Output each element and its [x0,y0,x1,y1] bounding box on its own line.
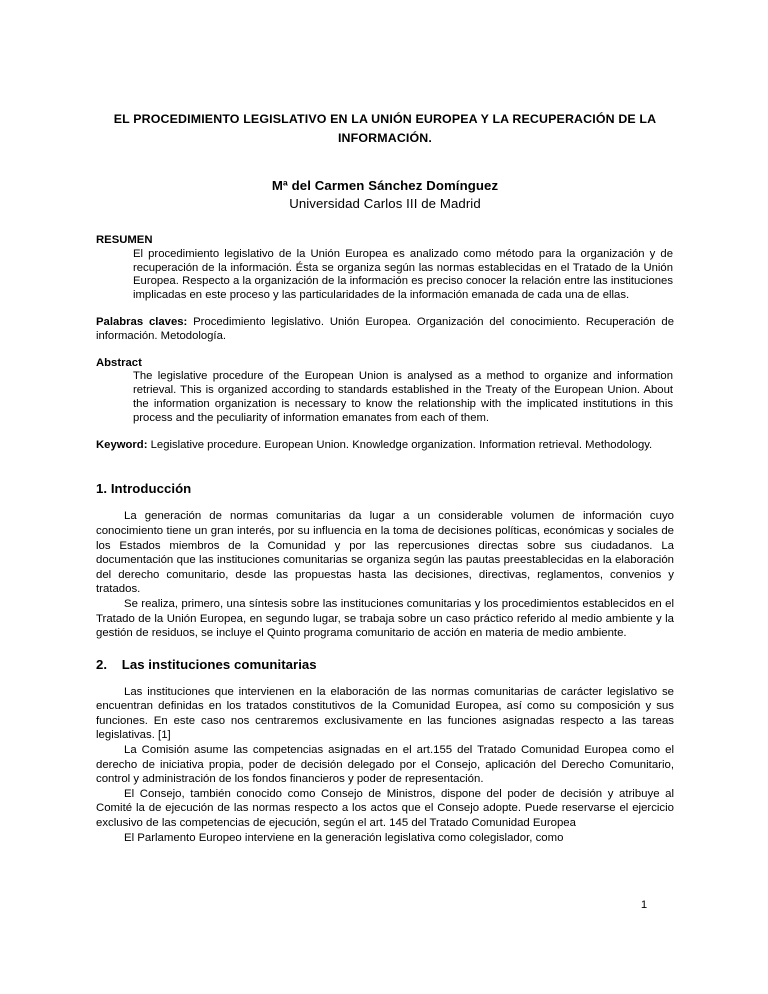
paragraph: Se realiza, primero, una síntesis sobre las instituciones comunitarias y los procedimientos establecidos en el Tratado de la Unión Europea, en segundo lugar, se trabaja sobre un caso práctico referido al medio ambiente y la gestión de residuos, se incluye el Quinto programa comunitario de acción en materia de medio ambiente. [96,597,674,640]
page-title-line-2: RECUPERACIÓN DE LA INFORMACIÓN. [337,112,657,145]
section-title-2: Las instituciones comunitarias [121,656,317,672]
section-title-1: Introducción [110,481,192,497]
keywords-es-text: Procedimiento legislativo. Unión Europea. Organización del conocimiento. Recuperación de información. Metodología. [96,315,674,342]
keywords-en [96,439,674,453]
section-heading-1 [96,481,674,497]
author-name: Mª del Carmen Sánchez Domínguez [271,178,499,193]
abstract-text: The legislative procedure of the European Union is analysed as a method to organize and information retrieval. This is organized according to standards established in the Treaty of the European Union. About the information organization is necessary to know the relationship with the implicated institutions in this process and the peculiarity of information emanates from each of them. [133,370,673,424]
spacer-before-abstract-en [96,344,674,357]
page-title [96,110,674,148]
section-number-2: 2. [96,656,108,672]
spacer-before-section-1 [96,452,674,481]
keywords-en-label: Keyword: [96,438,148,451]
paragraph: El Consejo, también conocido como Consejo de Ministros, dispone del poder de decisión y atribuye al Comité la de ejecución de las normas respecto a los actos que el Consejo adopte. Puede reservarse el ejercicio exclusivo de las competencias de ejecución, según el art. 145 del Tratado Comunidad Europea [96,787,674,830]
spacer-before-keywords-es [96,303,674,316]
spacer-before-section-2 [96,641,674,657]
keywords-es [96,316,674,344]
keywords-en-text: Legislative procedure. European Union. Knowledge organization. Information retrieval. Methodology. [147,438,653,451]
spacer-after-section-2-heading [96,673,674,685]
spacer-before-keywords-en [96,426,674,439]
paragraph: La Comisión asume las competencias asignadas en el art.155 del Tratado Comunidad Europea como el derecho de iniciativa propia, poder de decisión delegado por el Consejo, aplicación del Derecho Comunitario, control y administración de los fondos financieros y poder de representación. [96,744,674,786]
abstract-label: Abstract [96,356,142,369]
author-block [96,177,674,213]
page-number: 1 [640,899,648,911]
section-heading-2 [96,657,674,673]
resumen-text: El procedimiento legislativo de la Unión Europea es analizado como método para la organización y de recuperación de la información. Ésta se organiza según las normas establecidas en el Tratado de la Unión Europea. Respecto a la organización de la información es preciso conocer la relación entre las instituciones implicadas en este proceso y las particularidades de la información emanada de cada una de ellas. [133,247,673,302]
resumen-label: RESUMEN [96,234,153,246]
keywords-es-label: Palabras claves: [96,315,188,328]
paragraph: La generación de normas comunitarias da lugar a un considerable volumen de información cuyo conocimiento tiene un gran interés, por su influencia en la toma de decisiones políticas, económicas y sociales de los Estados miembros de la Comunidad y por las repercusiones directas sobre sus ciudadanos. La documentación que las instituciones comunitarias se organiza según las pautas preestablecidas en la elaboración del derecho comunitario, desde las propuestas hasta las decisiones, directivas, reglamentos, convenios y tratados. [96,510,674,596]
author-affiliation: Universidad Carlos III de Madrid [289,196,481,211]
page-content [96,110,674,845]
paragraph: El Parlamento Europeo interviene en la generación legislativa como colegislador, como [124,831,564,844]
section-number-1: 1. [96,481,108,497]
spacer-after-section-1-heading [96,497,674,509]
spacer-before-resumen [96,213,674,234]
paragraph: Las instituciones que intervienen en la elaboración de las normas comunitarias de carácter legislativo se encuentran definidas en los tratados constitutivos de la Comunidad Europea, así como su composición y sus funciones. En este caso nos centraremos exclusivamente en las funciones asignadas respecto a las tareas legislativas. [1] [96,685,674,742]
page-title-line-1: EL PROCEDIMIENTO LEGISLATIVO EN LA UNIÓN EUROPEA Y LA [113,112,509,126]
